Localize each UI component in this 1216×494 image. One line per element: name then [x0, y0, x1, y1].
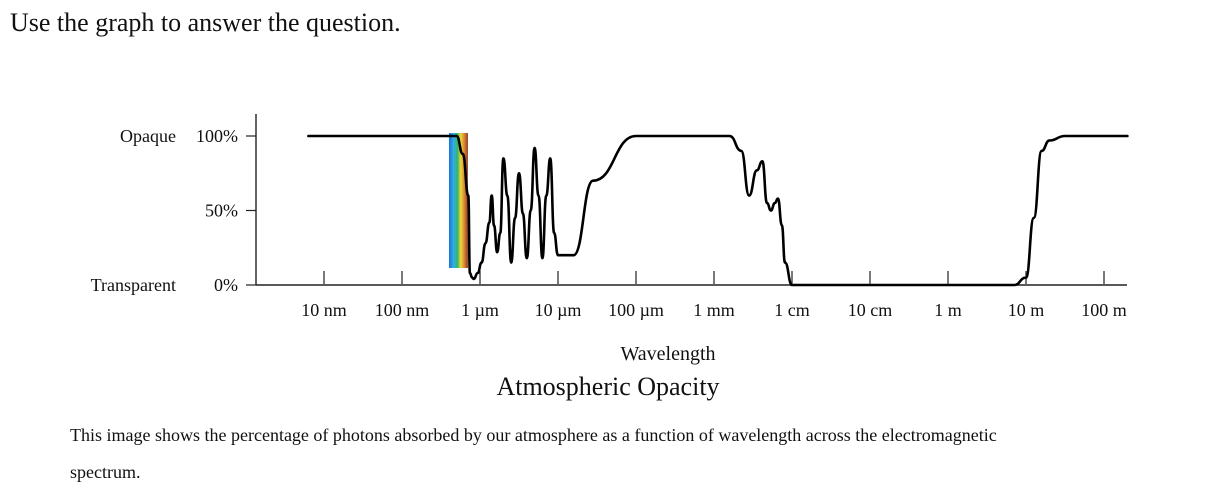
figure-title: Atmospheric Opacity — [496, 372, 720, 401]
opacity-curve-line — [308, 136, 1127, 285]
question-prompt: Use the graph to answer the question. — [10, 8, 401, 37]
x-tick-label: 10 µm — [534, 300, 582, 320]
x-tick-label: 10 nm — [301, 300, 347, 320]
x-tick-label: 100 µm — [608, 300, 664, 320]
figure-caption: This image shows the percentage of photons absorbed by our atmosphere as a function of wavelength across the electromagnetic spectrum. — [70, 425, 997, 482]
x-tick-label: 1 cm — [774, 300, 810, 320]
y-side-label: Opaque — [120, 126, 176, 146]
y-tick-label: 50% — [205, 200, 238, 221]
x-tick-label: 1 µm — [461, 300, 499, 320]
x-tick-label: 10 m — [1007, 300, 1045, 320]
x-tick-label: 100 nm — [374, 300, 430, 320]
x-tick-label: 1 m — [934, 300, 962, 320]
x-axis-title: Wavelength — [620, 343, 716, 365]
y-tick-label: 0% — [214, 275, 238, 295]
x-tick-label: 1 mm — [693, 300, 735, 320]
y-side-label: Transparent — [90, 275, 176, 295]
x-tick-label: 100 m — [1081, 300, 1127, 320]
x-tick-label: 10 cm — [847, 300, 893, 320]
y-tick-label: 100% — [196, 126, 238, 146]
visible-spectrum-band — [449, 133, 468, 268]
